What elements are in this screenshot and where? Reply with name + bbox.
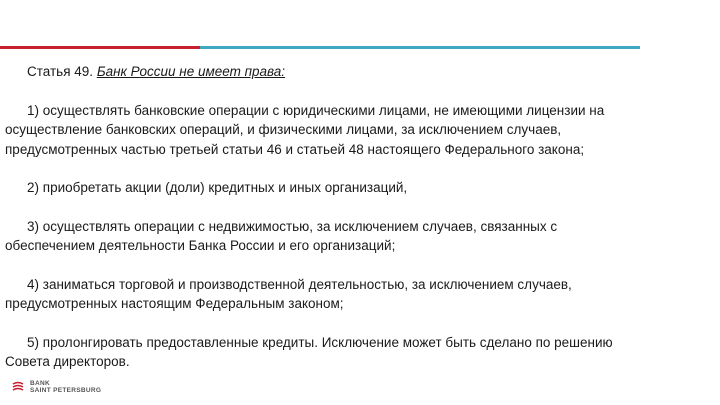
bank-logo-text [30, 380, 101, 394]
article-item-2: 2) приобретать акции (доли) кредитных и иных организаций, [27, 180, 408, 195]
accent-bar-teal [200, 46, 640, 49]
accent-bar-red [0, 46, 200, 49]
article-item-1: 1) осуществлять банковские операции с юридическими лицами, не имеющими лицензии на осуществление банковских операций, и физическими лицами, за исключением случаев, предусмотренных частью третьей статьи 46 и статьей 48 настоящего Федерального закона; [5, 102, 605, 157]
bank-logo [12, 380, 101, 394]
document-body [5, 62, 645, 372]
article-title: Банк России не имеет права: [96, 64, 286, 79]
header-accent-bar [0, 46, 640, 49]
article-heading [5, 62, 645, 82]
article-item-3: 3) осуществлять операции с недвижимостью, за исключением случаев, связанных с обеспечением деятельности Банка России и его организаций; [5, 218, 558, 253]
article-item-4: 4) заниматься торговой и производственной деятельностью, за исключением случаев, предусмотренных настоящим Федеральным законом; [5, 276, 572, 311]
logo-line-2: SAINT PETERSBURG [30, 387, 102, 394]
article-item-5: 5) пролонгировать предоставленные кредиты. Исключение может быть сделано по решению Совета директоров. [5, 334, 613, 369]
logo-line-1: BANK [30, 380, 50, 387]
article-number: Статья 49. [27, 64, 94, 79]
bank-logo-icon [12, 381, 24, 393]
